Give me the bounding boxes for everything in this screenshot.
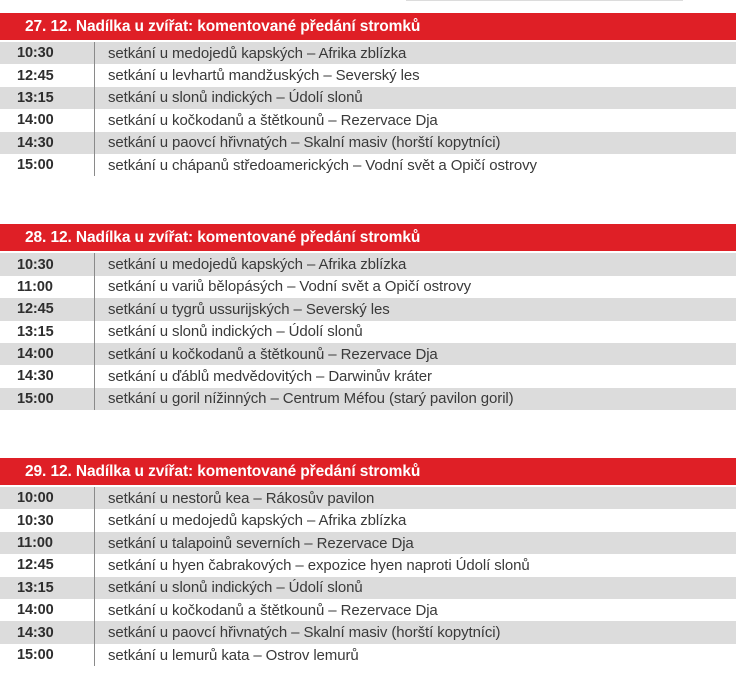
event-time: 14:30 (17, 624, 54, 641)
event-description: setkání u ďáblů medvědovitých – Darwinův kráter (94, 365, 736, 387)
event-time: 12:45 (17, 557, 54, 574)
event-description: setkání u nestorů kea – Rákosův pavilon (94, 487, 736, 509)
section-rows (0, 487, 736, 666)
schedule-row (0, 64, 736, 86)
event-time: 13:15 (17, 89, 54, 106)
section-header (0, 224, 736, 251)
section-header (0, 458, 736, 485)
event-description: setkání u hyen čabrakových – expozice hyen naproti Údolí slonů (94, 554, 736, 576)
event-time: 14:30 (17, 134, 54, 151)
section-title: 28. 12. Nadílka u zvířat: komentované předání stromků (25, 229, 421, 247)
section-rows (0, 42, 736, 176)
schedule-row (0, 577, 736, 599)
event-time: 14:00 (17, 112, 54, 129)
event-description: setkání u medojedů kapských – Afrika zblízka (94, 253, 736, 275)
event-time: 15:00 (17, 157, 54, 174)
event-description: setkání u levhartů mandžuských – Severský les (94, 64, 736, 86)
schedule-section (0, 224, 736, 410)
event-description: setkání u slonů indických – Údolí slonů (94, 87, 736, 109)
schedule-row (0, 343, 736, 365)
event-description: setkání u medojedů kapských – Afrika zblízka (94, 509, 736, 531)
event-description: setkání u tygrů ussurijských – Severský les (94, 298, 736, 320)
event-description: setkání u medojedů kapských – Afrika zblízka (94, 42, 736, 64)
event-time: 15:00 (17, 390, 54, 407)
event-description: setkání u goril nížinných – Centrum Méfou (starý pavilon goril) (94, 388, 736, 410)
schedule-row (0, 276, 736, 298)
schedule-row (0, 87, 736, 109)
schedule-row (0, 298, 736, 320)
event-time: 14:00 (17, 602, 54, 619)
event-description: setkání u slonů indických – Údolí slonů (94, 577, 736, 599)
schedule-row (0, 509, 736, 531)
schedule-section (0, 13, 736, 176)
event-time: 14:00 (17, 346, 54, 363)
schedule-row (0, 388, 736, 410)
schedule-row (0, 554, 736, 576)
event-description: setkání u kočkodanů a štětkounů – Rezervace Dja (94, 599, 736, 621)
event-time: 11:00 (17, 278, 53, 295)
section-header (0, 13, 736, 40)
schedule-row (0, 365, 736, 387)
schedule-row (0, 253, 736, 275)
section-title: 27. 12. Nadílka u zvířat: komentované předání stromků (25, 18, 421, 35)
event-description: setkání u kočkodanů a štětkounů – Rezervace Dja (94, 343, 736, 365)
event-description: setkání u variů bělopásých – Vodní svět a Opičí ostrovy (94, 276, 736, 298)
event-time: 10:30 (17, 256, 54, 273)
event-time: 11:00 (17, 535, 53, 552)
schedule-row (0, 109, 736, 131)
event-time: 15:00 (17, 647, 54, 663)
event-time: 10:30 (17, 45, 54, 62)
schedule-row (0, 321, 736, 343)
schedule-row (0, 154, 736, 176)
event-time: 14:30 (17, 368, 54, 385)
event-description: setkání u paovcí hřivnatých – Skalní masiv (horští kopytníci) (94, 132, 736, 154)
event-description: setkání u chápanů středoamerických – Vodní svět a Opičí ostrovy (94, 154, 736, 176)
schedule-row (0, 132, 736, 154)
section-title: 29. 12. Nadílka u zvířat: komentované předání stromků (25, 463, 421, 481)
event-description: setkání u kočkodanů a štětkounů – Rezervace Dja (94, 109, 736, 131)
event-time: 13:15 (17, 323, 54, 340)
event-time: 12:45 (17, 67, 54, 84)
event-description: setkání u paovcí hřivnatých – Skalní masiv (horští kopytníci) (94, 621, 736, 643)
schedule-row (0, 599, 736, 621)
schedule-row (0, 42, 736, 64)
event-time: 10:00 (17, 490, 54, 507)
event-description: setkání u talapoinů severních – Rezervace Dja (94, 532, 736, 554)
schedule-row (0, 621, 736, 643)
section-rows (0, 253, 736, 410)
event-time: 13:15 (17, 579, 54, 596)
event-description: setkání u slonů indických – Údolí slonů (94, 321, 736, 343)
event-time: 12:45 (17, 301, 54, 318)
event-time: 10:30 (17, 512, 54, 529)
cropped-top-border-artifact (406, 0, 683, 1)
schedule-section (0, 458, 736, 666)
schedule-row (0, 487, 736, 509)
event-description: setkání u lemurů kata – Ostrov lemurů (94, 644, 736, 666)
schedule-row (0, 644, 736, 666)
schedule-row (0, 532, 736, 554)
